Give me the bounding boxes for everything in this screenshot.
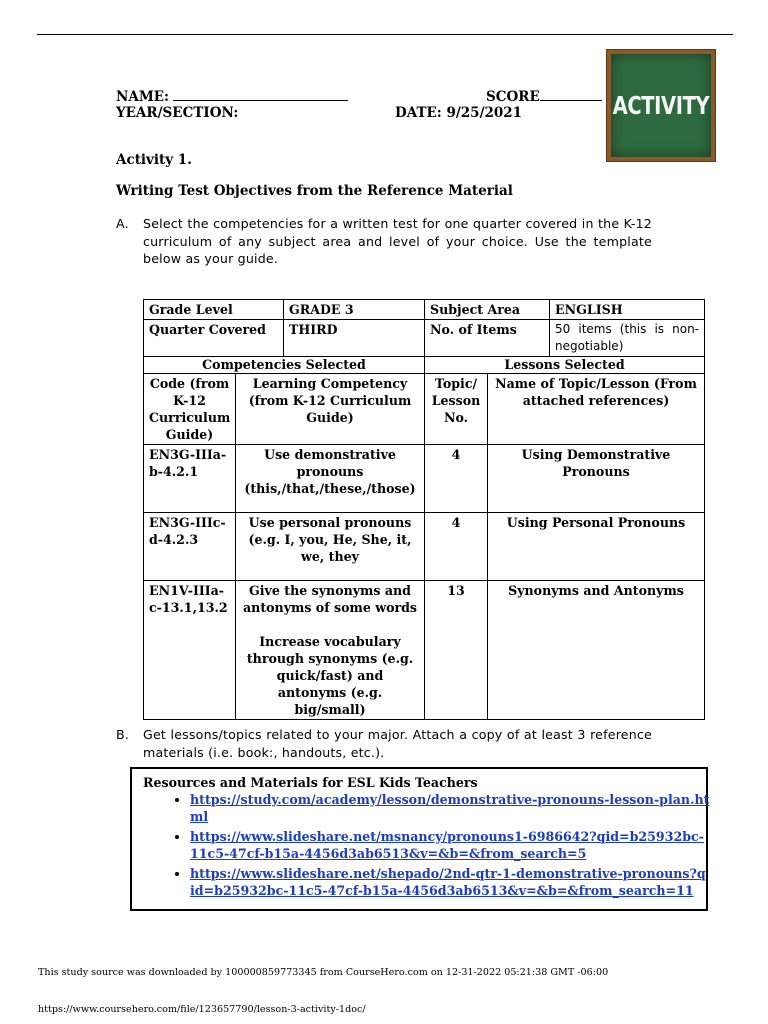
quarter-covered-value: THIRD [284, 320, 425, 357]
resource-list [162, 791, 710, 902]
chalkboard-surface [611, 54, 711, 157]
competency-cell [236, 581, 425, 720]
topic-name-column-header: Name of Topic/Lesson (From attached references) [488, 374, 705, 445]
topic-name: Synonyms and Antonyms [488, 581, 705, 720]
activity-title: Activity 1. [116, 152, 192, 168]
list-item [190, 791, 710, 825]
resources-title: Resources and Materials for ESL Kids Teachers [143, 775, 478, 790]
part-a [116, 215, 652, 268]
download-note: This study source was downloaded by 100000859773345 from CourseHero.com on 12-31-2022 05:21:38 GMT -06:00 [38, 967, 609, 978]
learning-competency-column-header: Learning Competency (from K-12 Curriculum Guide) [236, 374, 425, 445]
name-label: NAME: [116, 89, 170, 105]
quarter-covered-label: Quarter Covered [144, 320, 284, 357]
name-blank [173, 88, 348, 101]
lesson-number: 13 [425, 581, 488, 720]
name-field [116, 88, 348, 105]
year-section-label: YEAR/SECTION: [116, 105, 239, 121]
part-a-label: A. [116, 216, 129, 231]
table-row [144, 300, 705, 320]
table-row [144, 320, 705, 357]
number-of-items-label: No. of Items [425, 320, 550, 357]
lesson-number: 4 [425, 445, 488, 513]
part-b-label: B. [116, 727, 130, 742]
subject-area-label: Subject Area [425, 300, 550, 320]
score-label: SCORE [486, 89, 540, 105]
list-item [190, 865, 710, 899]
activity-chalkboard-image [606, 49, 716, 162]
resource-link[interactable]: https://study.com/academy/lesson/demonstrative-pronouns-lesson-plan.html [190, 792, 710, 824]
score-field [486, 88, 602, 105]
top-divider [37, 34, 733, 35]
grade-level-value: GRADE 3 [284, 300, 425, 320]
competency-text-secondary: Increase vocabulary through synonyms (e.g. quick/fast) and antonyms (e.g. big/small) [246, 634, 414, 717]
competencies-selected-header: Competencies Selected [144, 357, 425, 374]
source-url[interactable]: https://www.coursehero.com/file/123657790/lesson-3-activity-1doc/ [38, 1004, 366, 1015]
competency-code: EN3G-IIIc-d-4.2.3 [144, 513, 236, 581]
list-item [190, 828, 710, 862]
table-row [144, 581, 705, 720]
table-row [144, 374, 705, 445]
competency-table [143, 299, 705, 720]
competency-text: Use demonstrative pronouns (this,/that,/these,/those) [236, 445, 425, 513]
lesson-number-column-header: Topic/ Lesson No. [425, 374, 488, 445]
table-row [144, 445, 705, 513]
number-of-items-value: 50 items (this is non-negotiable) [550, 320, 705, 357]
activity-subtitle: Writing Test Objectives from the Reference Material [116, 183, 513, 199]
lessons-selected-header: Lessons Selected [425, 357, 705, 374]
resources-box [130, 767, 708, 911]
competency-text: Use personal pronouns (e.g. I, you, He, She, it, we, they [236, 513, 425, 581]
resource-link[interactable]: https://www.slideshare.net/shepado/2nd-qtr-1-demonstrative-pronouns?qid=b25932bc-11c5-47cf-b15a-4456d3ab6513&v=&b=&from_search=11 [190, 866, 706, 898]
resource-link[interactable]: https://www.slideshare.net/msnancy/pronouns1-6986642?qid=b25932bc-11c5-47cf-b15a-4456d3ab6513&v=&b=&from_search=5 [190, 829, 704, 861]
code-column-header: Code (from K-12 Curriculum Guide) [144, 374, 236, 445]
competency-text: Give the synonyms and antonyms of some words [243, 583, 417, 615]
table-row [144, 513, 705, 581]
topic-name: Using Personal Pronouns [488, 513, 705, 581]
date-label: DATE: 9/25/2021 [395, 105, 523, 121]
table-row [144, 357, 705, 374]
chalkboard-text: ACTIVITY [612, 91, 710, 120]
competency-code: EN3G-IIIa-b-4.2.1 [144, 445, 236, 513]
part-b-text: Get lessons/topics related to your major. Attach a copy of at least 3 reference materials (i.e. book:, handouts, etc.). [143, 727, 652, 760]
lesson-number: 4 [425, 513, 488, 581]
subject-area-value: ENGLISH [550, 300, 705, 320]
grade-level-label: Grade Level [144, 300, 284, 320]
score-blank [540, 88, 602, 101]
competency-code: EN1V-IIIa-c-13.1,13.2 [144, 581, 236, 720]
part-b [116, 726, 652, 761]
part-a-text: Select the competencies for a written test for one quarter covered in the K-12 curriculum of any subject area and level of your choice. Use the template below as your guide. [143, 216, 652, 266]
topic-name: Using Demonstrative Pronouns [488, 445, 705, 513]
